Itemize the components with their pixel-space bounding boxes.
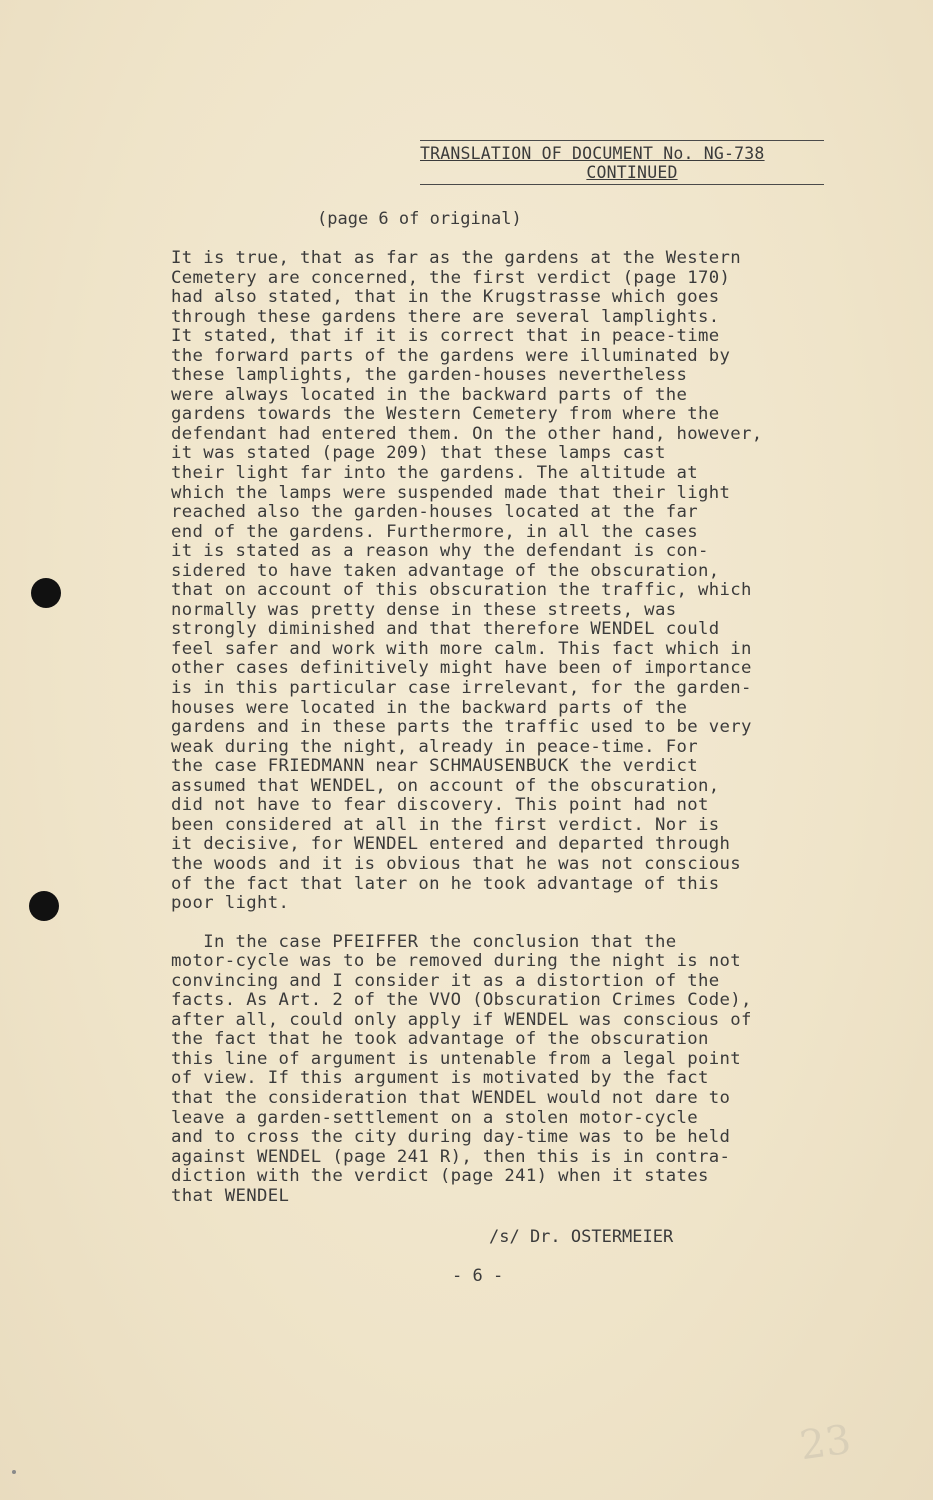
- text-line: through these gardens there are several lamplights.: [171, 306, 720, 327]
- text-line: it decisive, for WENDEL entered and departed through: [171, 834, 731, 855]
- text-line: were always located in the backward parts of the: [171, 384, 688, 405]
- text-line: Cemetery are concerned, the first verdict (page 170): [171, 267, 731, 288]
- text-line: motor-cycle was to be removed during the night is not: [171, 951, 741, 972]
- text-line: feel safer and work with more calm. This fact which in: [171, 638, 752, 659]
- text-line: the case FRIEDMANN near SCHMAUSENBUCK the verdict: [171, 756, 698, 777]
- text-line: did not have to fear discovery. This point had not: [171, 795, 709, 816]
- paragraph-2: [171, 933, 831, 1207]
- text-line: convincing and I consider it as a distortion of the: [171, 970, 720, 991]
- text-line: defendant had entered them. On the other hand, however,: [171, 423, 763, 444]
- text-line: It is true, that as far as the gardens at the Western: [171, 248, 741, 268]
- text-line: these lamplights, the garden-houses nevertheless: [171, 365, 688, 386]
- text-line: reached also the garden-houses located at the far: [171, 502, 698, 523]
- text-line: normally was pretty dense in these streets, was: [171, 599, 677, 620]
- text-line: the fact that he took advantage of the obscuration: [171, 1029, 709, 1050]
- text-line: gardens and in these parts the traffic used to be very: [171, 717, 752, 738]
- text-line: which the lamps were suspended made that their light: [171, 482, 731, 503]
- text-line: that the consideration that WENDEL would not dare to: [171, 1087, 731, 1108]
- punch-hole: [31, 578, 61, 608]
- handwritten-mark: 23: [797, 1416, 854, 1470]
- text-line: been considered at all in the first verdict. Nor is: [171, 814, 720, 835]
- text-line: after all, could only apply if WENDEL was conscious of: [171, 1009, 752, 1030]
- text-line: sidered to have taken advantage of the obscuration,: [171, 560, 720, 581]
- document-header: [420, 140, 824, 185]
- text-line: is in this particular case irrelevant, for the garden-: [171, 678, 752, 699]
- punch-hole: [29, 891, 59, 921]
- original-page-reference: (page 6 of original): [317, 209, 522, 229]
- text-line: that on account of this obscuration the traffic, which: [171, 580, 752, 601]
- header-continued: CONTINUED: [586, 163, 678, 182]
- page-number: - 6 -: [452, 1266, 504, 1286]
- text-line: diction with the verdict (page 241) when it states: [171, 1166, 709, 1187]
- header-title: TRANSLATION OF DOCUMENT No. NG-738: [420, 144, 765, 163]
- text-line: gardens towards the Western Cemetery from where the: [171, 404, 720, 425]
- text-line: poor light.: [171, 893, 290, 914]
- text-line: it was stated (page 209) that these lamps cast: [171, 443, 666, 464]
- text-line: of the fact that later on he took advantage of this: [171, 873, 720, 894]
- text-line: end of the gardens. Furthermore, in all the cases: [171, 521, 698, 542]
- text-line: houses were located in the backward parts of the: [171, 697, 688, 718]
- text-line: this line of argument is untenable from a legal point: [171, 1048, 741, 1069]
- paper-speck: [12, 1470, 16, 1474]
- document-body: [171, 249, 831, 1206]
- text-line: assumed that WENDEL, on account of the obscuration,: [171, 775, 720, 796]
- text-line: and to cross the city during day-time was to be held: [171, 1127, 731, 1148]
- text-line: leave a garden-settlement on a stolen motor-cycle: [171, 1107, 698, 1128]
- text-line: strongly diminished and that therefore WENDEL could: [171, 619, 720, 640]
- text-line: had also stated, that in the Krugstrasse which goes: [171, 287, 720, 308]
- text-line: facts. As Art. 2 of the VVO (Obscuration Crimes Code),: [171, 990, 752, 1011]
- text-line: the woods and it is obvious that he was not conscious: [171, 853, 741, 874]
- text-line: their light far into the gardens. The altitude at: [171, 463, 698, 484]
- signature: /s/ Dr. OSTERMEIER: [489, 1227, 674, 1247]
- text-line: against WENDEL (page 241 R), then this is in contra-: [171, 1146, 731, 1167]
- text-line: the forward parts of the gardens were illuminated by: [171, 345, 731, 366]
- paragraph-1: [171, 249, 831, 914]
- text-line: other cases definitively might have been of importance: [171, 658, 752, 679]
- text-line: In the case PFEIFFER the conclusion that the: [171, 931, 677, 952]
- text-line: It stated, that if it is correct that in peace-time: [171, 326, 720, 347]
- text-line: of view. If this argument is motivated by the fact: [171, 1068, 709, 1089]
- text-line: that WENDEL: [171, 1185, 290, 1206]
- text-line: weak during the night, already in peace-time. For: [171, 736, 698, 757]
- text-line: it is stated as a reason why the defendant is con-: [171, 541, 709, 562]
